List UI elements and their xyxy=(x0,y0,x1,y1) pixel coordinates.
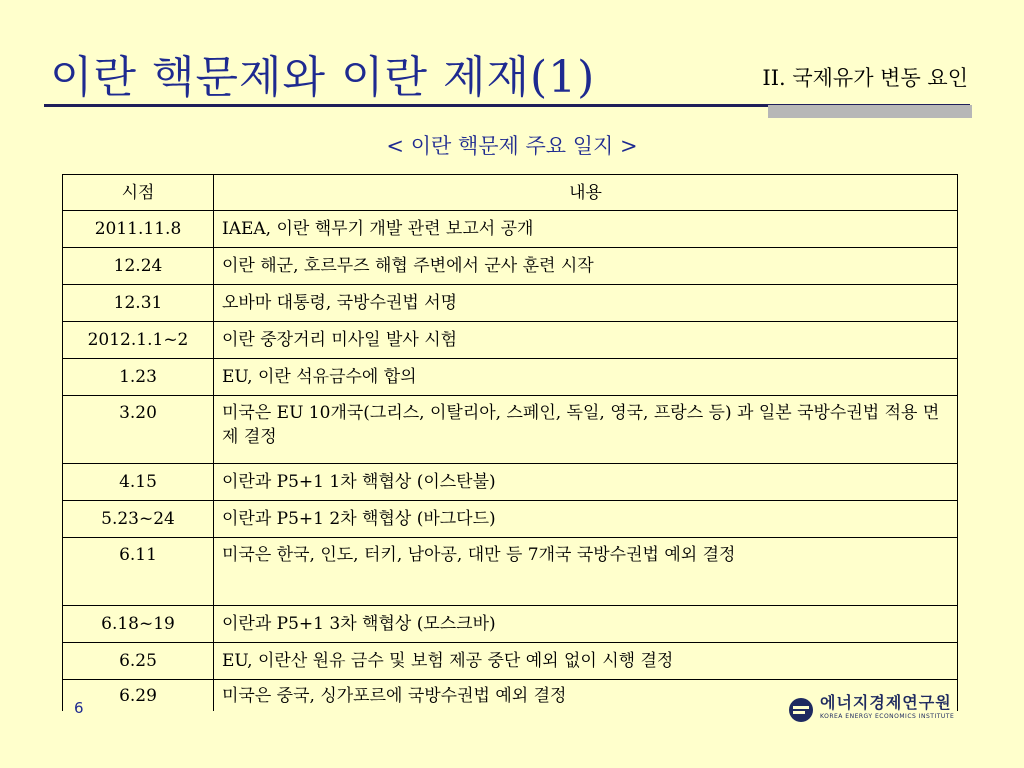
row-date: 6.18~19 xyxy=(63,606,214,643)
institute-logo-subtext: KOREA ENERGY ECONOMICS INSTITUTE xyxy=(820,713,955,720)
row-date: 6.11 xyxy=(63,538,214,606)
row-date: 12.24 xyxy=(63,248,214,285)
table-row xyxy=(63,643,958,680)
row-content: 이란 중장거리 미사일 발사 시험 xyxy=(214,322,958,359)
table-header-row xyxy=(63,175,958,211)
table-row xyxy=(63,464,958,501)
header-content: 내용 xyxy=(214,175,958,211)
row-content: 이란 해군, 호르무즈 해협 주변에서 군사 훈련 시작 xyxy=(214,248,958,285)
table-row xyxy=(63,606,958,643)
row-date: 1.23 xyxy=(63,359,214,396)
institute-logo-name: 에너지경제연구원 xyxy=(820,693,952,712)
row-date: 4.15 xyxy=(63,464,214,501)
table-row xyxy=(63,248,958,285)
iran-nuclear-timeline-table xyxy=(62,174,958,711)
row-content: 미국은 EU 10개국(그리스, 이탈리아, 스페인, 독일, 영국, 프랑스 등) 과 일본 국방수권법 적용 면제 결정 xyxy=(214,396,958,464)
institute-logo xyxy=(788,693,978,725)
row-content: 이란과 P5+1 3차 핵협상 (모스크바) xyxy=(214,606,958,643)
header-date: 시점 xyxy=(63,175,214,211)
institute-logo-icon xyxy=(788,697,814,723)
title-rule-accent xyxy=(768,105,972,118)
row-date: 6.29 xyxy=(63,680,214,712)
row-content: EU, 이란산 원유 금수 및 보험 제공 중단 예외 없이 시행 결정 xyxy=(214,643,958,680)
row-date: 12.31 xyxy=(63,285,214,322)
row-content: 미국은 한국, 인도, 터키, 남아공, 대만 등 7개국 국방수권법 예외 결정 xyxy=(214,538,958,606)
row-date: 3.20 xyxy=(63,396,214,464)
table-row xyxy=(63,211,958,248)
table-row xyxy=(63,359,958,396)
table-row xyxy=(63,322,958,359)
table-row xyxy=(63,501,958,538)
page-number: 6 xyxy=(74,699,84,717)
table-row xyxy=(63,396,958,464)
table-row xyxy=(63,285,958,322)
row-content: IAEA, 이란 핵무기 개발 관련 보고서 공개 xyxy=(214,211,958,248)
row-content: EU, 이란 석유금수에 합의 xyxy=(214,359,958,396)
row-date: 2011.11.8 xyxy=(63,211,214,248)
slide-title: 이란 핵문제와 이란 제재(1) xyxy=(50,52,596,103)
row-content: 이란과 P5+1 1차 핵협상 (이스탄불) xyxy=(214,464,958,501)
section-label: II. 국제유가 변동 요인 xyxy=(762,66,968,90)
table-row xyxy=(63,538,958,606)
row-content: 이란과 P5+1 2차 핵협상 (바그다드) xyxy=(214,501,958,538)
table-caption: < 이란 핵문제 주요 일지 > xyxy=(386,134,638,158)
row-date: 5.23~24 xyxy=(63,501,214,538)
row-date: 2012.1.1~2 xyxy=(63,322,214,359)
row-date: 6.25 xyxy=(63,643,214,680)
row-content: 오바마 대통령, 국방수권법 서명 xyxy=(214,285,958,322)
row-content: 미국은 중국, 싱가포르에 국방수권법 예외 결정 xyxy=(214,680,958,712)
